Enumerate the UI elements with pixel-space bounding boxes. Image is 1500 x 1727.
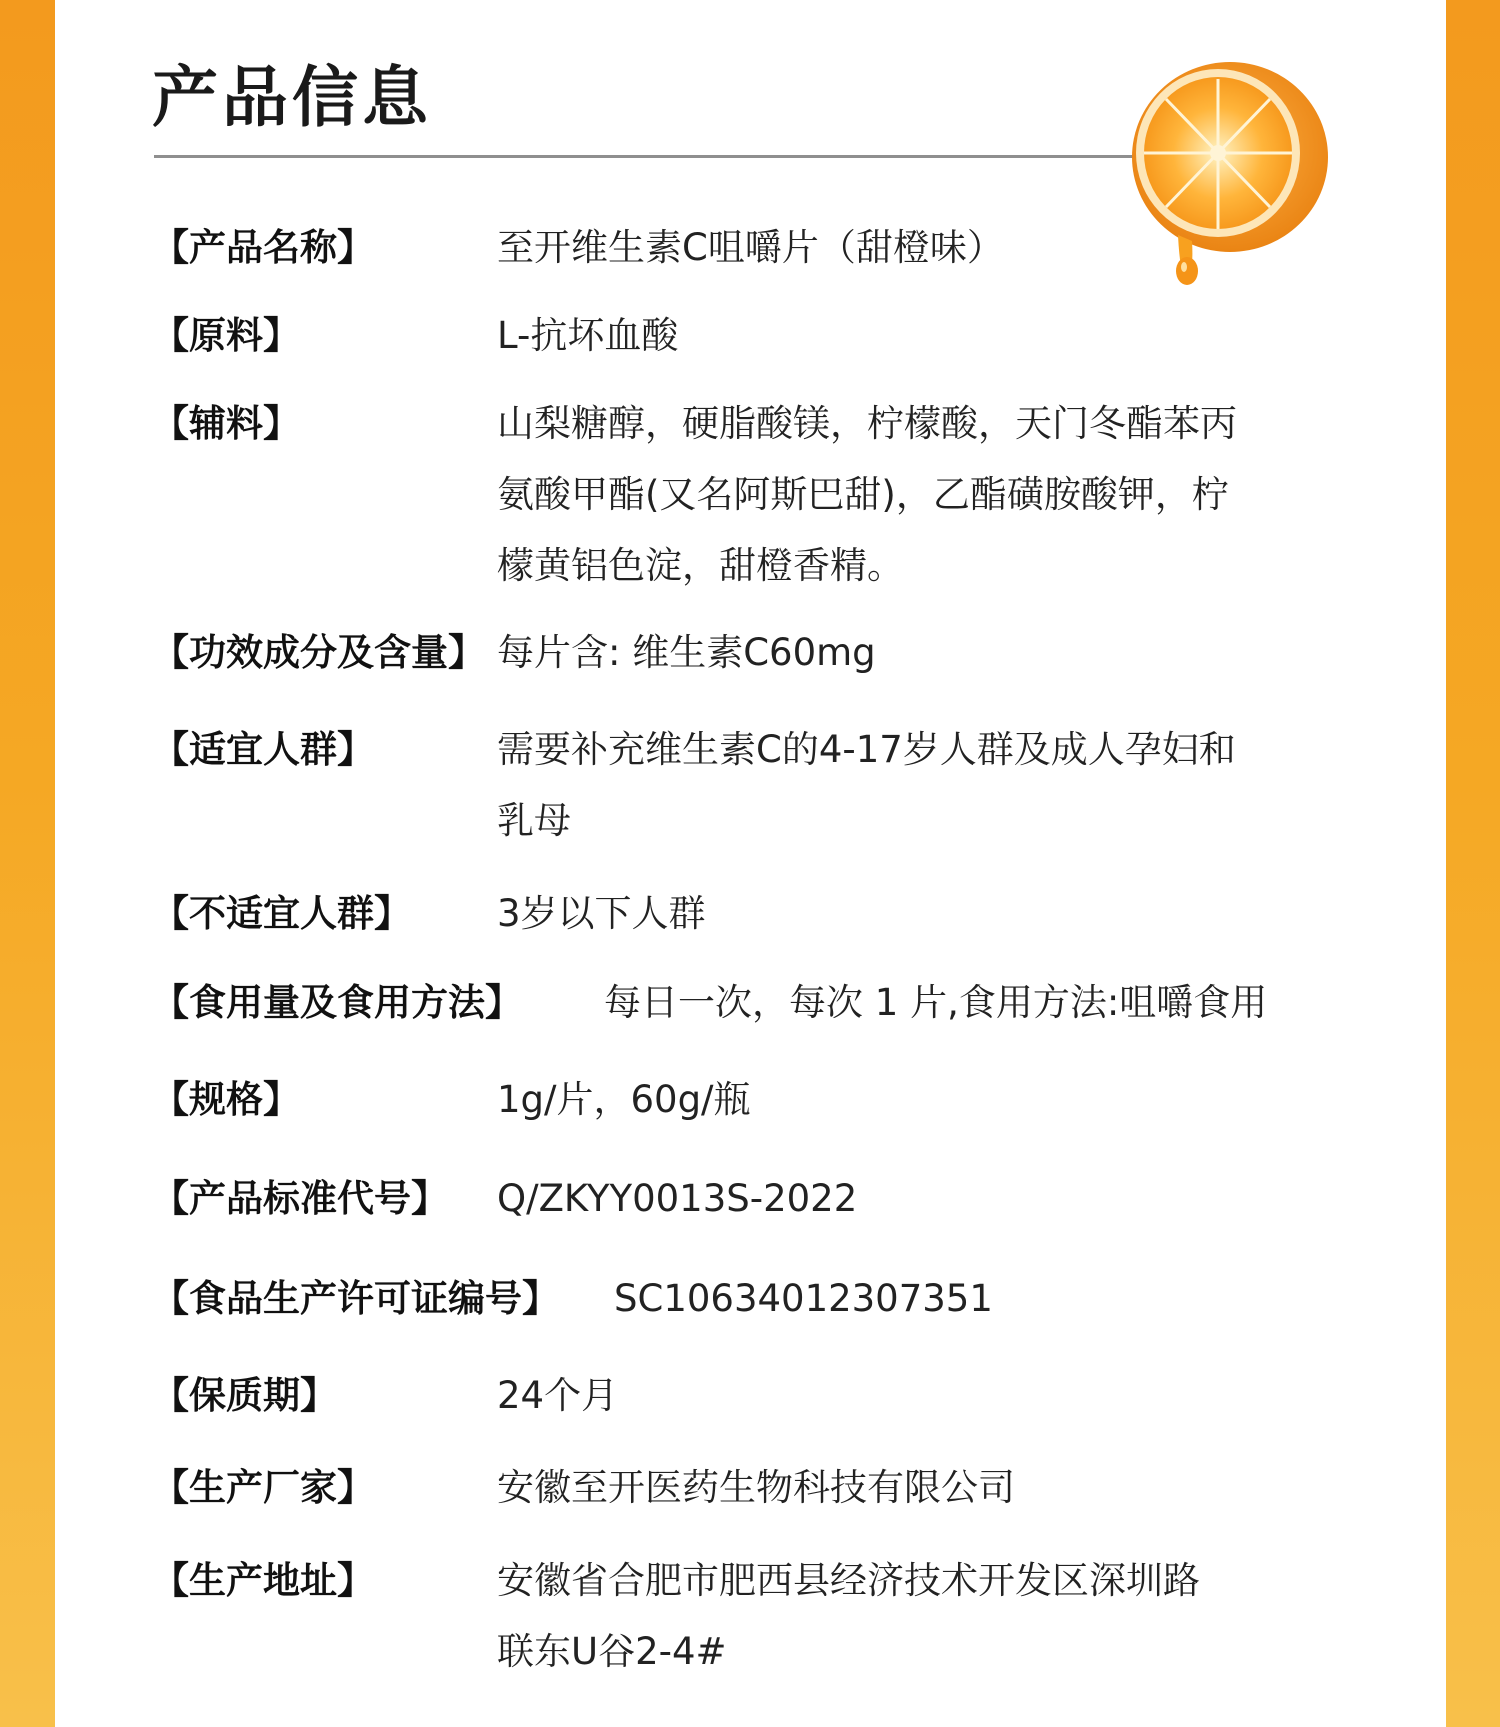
- info-label: 【生产地址】: [152, 1559, 374, 1602]
- info-value: [497, 388, 1317, 601]
- info-value-line: 需要补充维生素C的4-17岁人群及成人孕妇和: [497, 728, 1236, 771]
- info-label: 【产品名称】: [152, 226, 374, 269]
- info-value-line: 安徽至开医药生物科技有限公司: [497, 1466, 1015, 1509]
- info-label: 【食品生产许可证编号】: [152, 1277, 559, 1320]
- info-value-line: 1g/片，60g/瓶: [497, 1078, 751, 1121]
- info-value-line: 每片含: 维生素C60mg: [497, 631, 876, 674]
- info-value-line: 3岁以下人群: [497, 892, 706, 935]
- info-value: [614, 1263, 1434, 1334]
- info-label: 【产品标准代号】: [152, 1177, 448, 1220]
- info-label: 【功效成分及含量】: [152, 631, 485, 674]
- info-label: 【适宜人群】: [152, 728, 374, 771]
- info-value: [497, 1064, 1317, 1135]
- info-value: [497, 1163, 1317, 1234]
- info-value-line: L-抗坏血酸: [497, 314, 679, 357]
- info-value-line: SC10634012307351: [614, 1277, 993, 1320]
- info-value: [497, 1360, 1317, 1431]
- info-label: 【食用量及食用方法】: [152, 981, 522, 1024]
- info-value: [497, 714, 1317, 856]
- info-label: 【保质期】: [152, 1374, 337, 1417]
- info-value-line: Q/ZKYY0013S-2022: [497, 1177, 858, 1220]
- info-value: [497, 212, 1317, 283]
- info-value: [497, 1452, 1317, 1523]
- info-value-line: 檬黄铝色淀，甜橙香精。: [497, 544, 904, 587]
- info-label: 【辅料】: [152, 402, 300, 445]
- info-value: [497, 617, 1317, 688]
- info-value-line: 每日一次，每次 1 片,食用方法:咀嚼食用: [604, 981, 1268, 1024]
- info-value-line: 至开维生素C咀嚼片（甜橙味）: [497, 226, 1004, 269]
- page-title: 产品信息: [152, 59, 432, 136]
- info-label: 【规格】: [152, 1078, 300, 1121]
- info-value: [604, 967, 1424, 1038]
- info-value-line: 乳母: [497, 799, 571, 842]
- info-value-line: 安徽省合肥市肥西县经济技术开发区深圳路: [497, 1559, 1200, 1602]
- info-value-line: 山梨糖醇，硬脂酸镁，柠檬酸，天门冬酯苯丙: [497, 402, 1237, 445]
- info-value-line: 24个月: [497, 1374, 619, 1417]
- info-value-line: 氨酸甲酯(又名阿斯巴甜)，乙酯磺胺酸钾，柠: [497, 473, 1229, 516]
- info-value: [497, 878, 1317, 949]
- info-label: 【生产厂家】: [152, 1466, 374, 1509]
- info-value: [497, 300, 1317, 371]
- info-value: [497, 1545, 1317, 1687]
- title-divider: [154, 155, 1134, 158]
- info-value-line: 联东U谷2-4#: [497, 1630, 727, 1673]
- info-label: 【不适宜人群】: [152, 892, 411, 935]
- info-label: 【原料】: [152, 314, 300, 357]
